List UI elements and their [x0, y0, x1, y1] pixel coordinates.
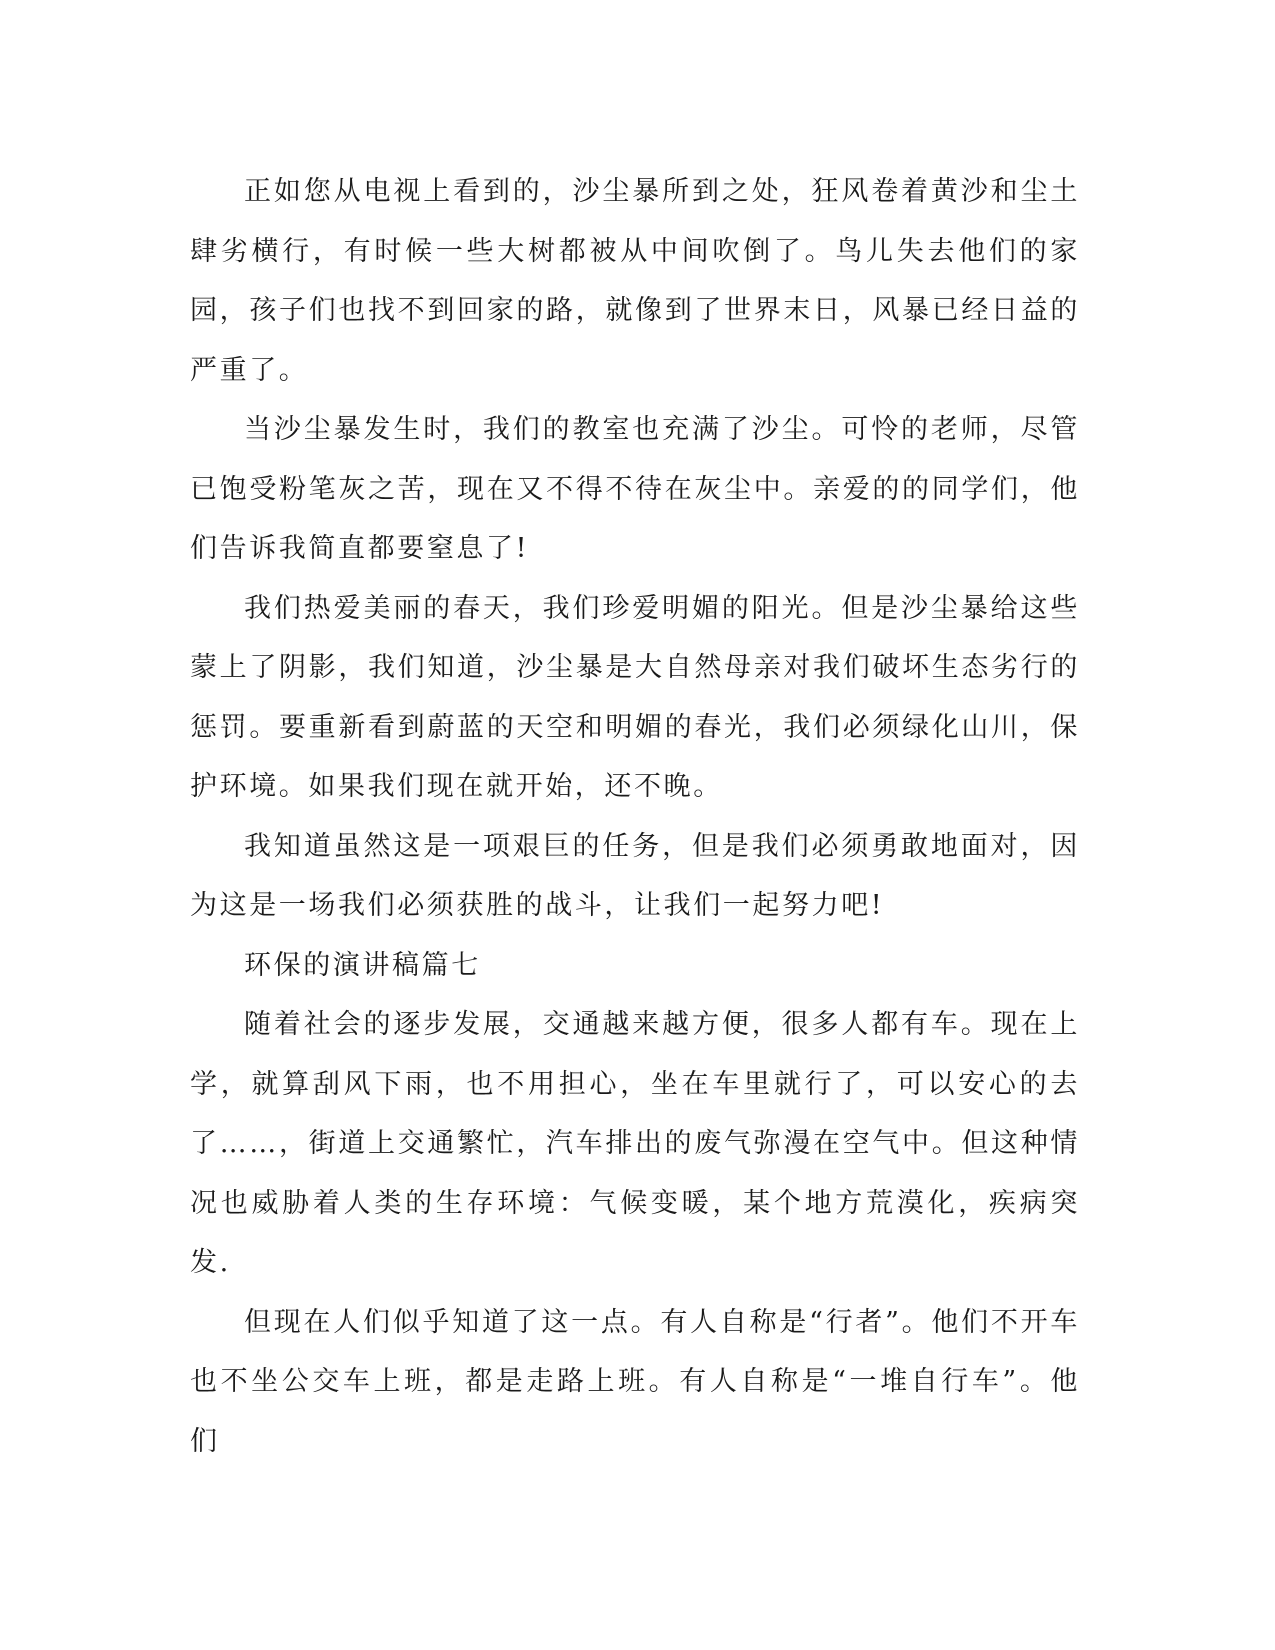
paragraph-classroom: 当沙尘暴发生时，我们的教室也充满了沙尘。可怜的老师，尽管已饱受粉笔灰之苦，现在又不得不待在灰尘中。亲爱的的同学们，他们告诉我简直都要窒息了!: [190, 414, 1080, 564]
paragraph-sandstorm-scene: 正如您从电视上看到的，沙尘暴所到之处，狂风卷着黄沙和尘土肆劣横行，有时候一些大树都被从中间吹倒了。鸟儿失去他们的家园，孩子们也找不到回家的路，就像到了世界末日，风暴已经日益的严重了。: [190, 176, 1080, 386]
paragraph-traffic: 随着社会的逐步发展，交通越来越方便，很多人都有车。现在上学，就算刮风下雨，也不用担心，坐在车里就行了，可以安心的去了……，街道上交通繁忙，汽车排出的废气弥漫在空气中。但这种情况也威胁着人类的生存环境：气候变暖，某个地方荒漠化，疾病突发.: [190, 1009, 1080, 1278]
section-heading: 环保的演讲稿篇七: [244, 949, 481, 981]
document-body: [190, 162, 1080, 1471]
paragraph-call-to-action: 我知道虽然这是一项艰巨的任务，但是我们必须勇敢地面对，因为这是一场我们必须获胜的战斗，让我们一起努力吧!: [190, 830, 1080, 921]
paragraph-spring: 我们热爱美丽的春天，我们珍爱明媚的阳光。但是沙尘暴给这些蒙上了阴影，我们知道，沙尘暴是大自然母亲对我们破坏生态劣行的惩罚。要重新看到蔚蓝的天空和明媚的春光，我们必须绿化山川，保护环境。如果我们现在就开始，还不晚。: [190, 592, 1080, 802]
paragraph-walkers: 但现在人们似乎知道了这一点。有人自称是“行者”。他们不开车也不坐公交车上班，都是走路上班。有人自称是“一堆自行车”。他们: [190, 1306, 1080, 1457]
